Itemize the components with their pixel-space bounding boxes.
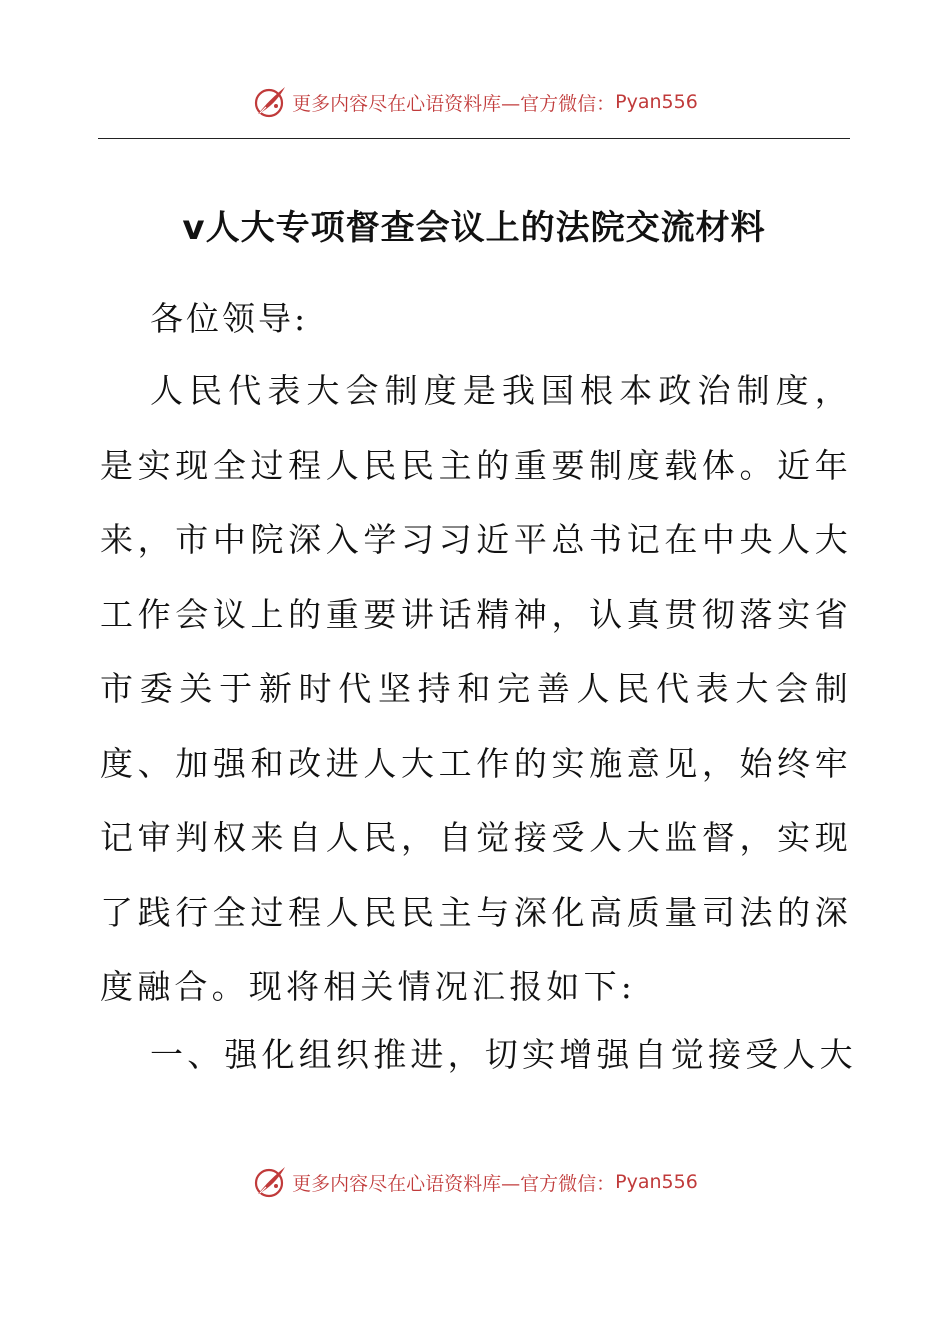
footer-wechat-id: Pyan556 xyxy=(615,1171,698,1193)
quill-pen-logo-icon xyxy=(252,84,288,120)
header-divider xyxy=(98,138,850,139)
header-banner-text: 更多内容尽在心语资料库—官方微信： xyxy=(292,92,616,115)
paragraph-1: 人民代表大会制度是我国根本政治制度，是实现全过程人民民主的重要制度载体。近年来，市中院深入学习习近平总书记在中央人大工作会议上的重要讲话精神，认真贯彻落实省市委关于新时代坚持和完善人民代表大会制度、加强和改进人大工作的实施意见，始终牢记审判权来自人民，自觉接受人大监督，实现了践行全过程人民民主与深化高质量司法的深度融合。现将相关情况汇报如下: xyxy=(100,371,852,1006)
footer-banner-text: 更多内容尽在心语资料库—官方微信： xyxy=(292,1172,616,1195)
header-banner xyxy=(0,82,950,122)
salutation: 各位领导: xyxy=(150,299,309,338)
header-wechat-id: Pyan556 xyxy=(615,91,698,113)
quill-pen-logo-icon xyxy=(252,1164,288,1200)
footer-banner xyxy=(0,1162,950,1202)
document-title: v人大专项督查会议上的法院交流材料 xyxy=(182,208,766,248)
section-heading-1: 一、强化组织推进，切实增强自觉接受人大 xyxy=(150,1035,857,1074)
